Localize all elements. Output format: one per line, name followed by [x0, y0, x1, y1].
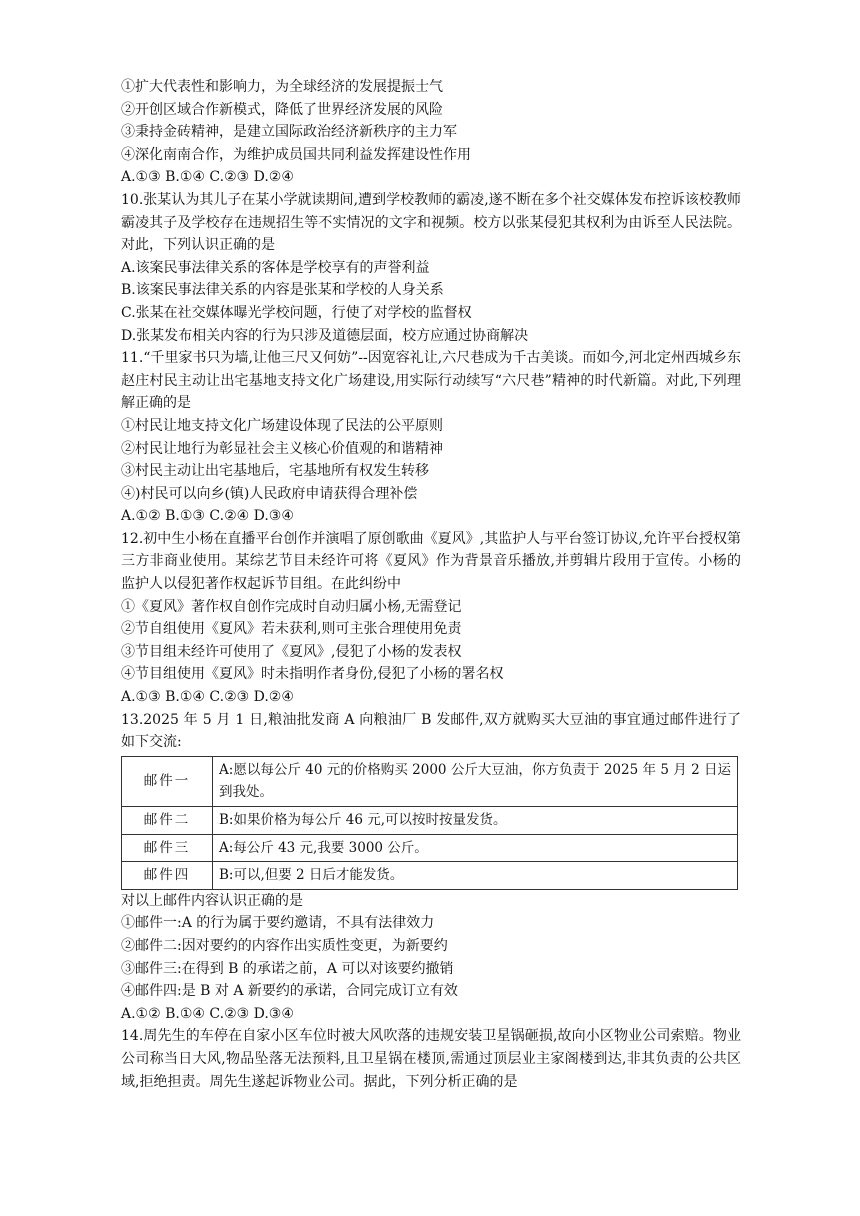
q9-choices: A.①③ B.①④ C.②③ D.②④ — [121, 169, 294, 186]
email-label: 邮件三 — [122, 834, 213, 862]
q13-option-2: ②邮件二:因对要约的内容作出实质性变更，为新要约 — [121, 937, 448, 954]
email-row — [122, 807, 738, 835]
q10-option-d: D.张某发布相关内容的行为只涉及道德层面，校方应通过协商解决 — [121, 327, 529, 344]
email-label: 邮件二 — [122, 807, 213, 835]
q11-option-4: ④)村民可以向乡(镇)人民政府申请获得合理补偿 — [121, 485, 418, 502]
q11-option-1: ①村民让地支持文化广场建设体现了民法的公平原则 — [121, 417, 443, 434]
email-text: A:每公斤 43 元,我要 3000 公斤。 — [213, 834, 738, 862]
q12-option-2: ②节自组使用《夏风》若未获利,则可主张合理使用免责 — [121, 621, 462, 638]
q13-stem: 13.2025 年 5 月 1 日,粮油批发商 A 向粮油厂 B 发邮件,双方就购买大豆油的事宜通过邮件进行了如下交流: — [121, 711, 741, 751]
q10-option-a: A.该案民事法律关系的客体是学校享有的声誉利益 — [121, 259, 430, 276]
q9-option-2: ②开创区域合作新模式，降低了世界经济发展的风险 — [121, 101, 443, 118]
q9-option-1: ①扩大代表性和影响力，为全球经济的发展提振士气 — [121, 79, 443, 95]
q10-option-b: B.该案民事法律关系的内容是张某和学校的人身关系 — [121, 282, 444, 299]
email-label: 邮件一 — [122, 756, 213, 806]
q12-choices: A.①③ B.①④ C.②③ D.②④ — [121, 689, 294, 706]
email-text: A:愿以每公斤 40 元的价格购买 2000 公斤大豆油，你方负责于 2025 年 5 月 2 日运到我处。 — [213, 756, 738, 806]
q11-stem: 11.“千里家书只为墙,让他三尺又何妨”--因宽容礼让,六尺巷成为千古美谈。而如今,河北定州西城乡东赵庄村民主动让出宅基地支持文化广场建设,用实际行动续写“六尺巷”精神的时代新篇。对此,下列理解正确的是 — [121, 350, 741, 412]
q12-stem: 12.初中生小杨在直播平台创作并演唱了原创歌曲《夏风》,其监护人与平台签订协议,允许平台授权第三方非商业使用。某综艺节目未经许可将《夏风》作为背景音乐播放,并剪辑片段用于宣传。小杨的监护人以侵犯著作权起诉节目组。在此纠纷中 — [121, 530, 741, 593]
question-content — [121, 76, 741, 1093]
q13-option-3: ③邮件三:在得到 B 的承诺之前，A 可以对该要约撤销 — [121, 960, 454, 977]
q11-option-2: ②村民让地行为彰显社会主义核心价值观的和谐精神 — [121, 440, 443, 457]
email-table — [121, 756, 738, 890]
q9-options — [121, 76, 741, 189]
question-13 — [121, 709, 741, 1026]
q9-option-4: ④深化南南合作，为维护成员国共同利益发挥建设性作用 — [121, 146, 471, 163]
email-text: B:如果价格为每公斤 46 元,可以按时按量发货。 — [213, 807, 738, 835]
q13-after: 对以上邮件内容认识正确的是 — [121, 892, 303, 909]
q12-option-3: ③节目组未经许可使用了《夏风》,侵犯了小杨的发表权 — [121, 643, 462, 660]
q9-option-3: ③秉持金砖精神，是建立国际政治经济新秩序的主力军 — [121, 124, 457, 141]
q13-choices: A.①② B.①④ C.②③ D.③④ — [121, 1005, 294, 1022]
q12-option-1: ①《夏风》著作权自创作完成时自动归属小杨,无需登记 — [121, 598, 462, 615]
email-row — [122, 862, 738, 890]
q12-option-4: ④节目组使用《夏风》时未指明作者身份,侵犯了小杨的署名权 — [121, 666, 504, 683]
q10-stem: 10.张某认为其儿子在某小学就读期间,遭到学校教师的霸凌,遂不断在多个社交媒体发布控诉该校教师霸凌其子及学校存在违规招生等不实情况的文字和视频。校方以张某侵犯其权利为由诉至人民法院。对此，下列认识正确的是 — [121, 191, 741, 254]
q14-stem: 14.周先生的车停在自家小区车位时被大风吹落的违规安装卫星锅砸损,故向小区物业公司索赔。物业公司称当日大风,物品坠落无法预料,且卫星锅在楼顶,需通过顶层业主家阁楼到达,非其负责的公共区域,拒绝担责。周先生遂起诉物业公司。据此，下列分析正确的是 — [121, 1028, 741, 1090]
q13-option-1: ①邮件一:A 的行为属于要约邀请，不具有法律效力 — [121, 915, 435, 932]
email-label: 邮件四 — [122, 862, 213, 890]
q11-option-3: ③村民主动让出宅基地后，宅基地所有权发生转移 — [121, 463, 429, 480]
q10-option-c: C.张某在社交媒体曝光学校问题，行使了对学校的监督权 — [121, 304, 472, 321]
question-12 — [121, 528, 741, 709]
question-14 — [121, 1025, 741, 1093]
email-row — [122, 756, 738, 806]
email-row — [122, 834, 738, 862]
email-text: B:可以,但要 2 日后才能发货。 — [213, 862, 738, 890]
question-11 — [121, 347, 741, 528]
q11-choices: A.①② B.①③ C.②④ D.③④ — [121, 508, 294, 525]
q13-option-4: ④邮件四:是 B 对 A 新要约的承诺，合同完成订立有效 — [121, 983, 458, 1000]
question-10 — [121, 189, 741, 347]
